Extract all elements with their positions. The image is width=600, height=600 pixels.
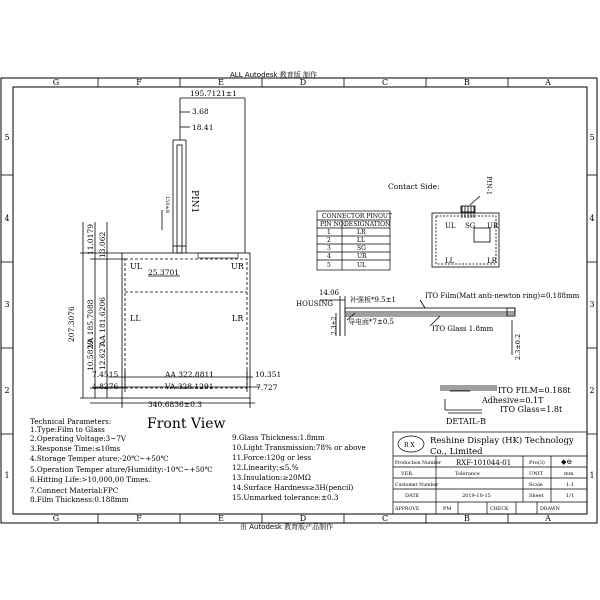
- zone-letter: A: [545, 514, 551, 523]
- param-item: 9.Glass Thickness:1.8mm: [232, 433, 325, 442]
- dim-outer-h: 207.3076: [67, 306, 76, 342]
- corner-lr: LR: [232, 314, 244, 323]
- title-block-text: [394, 435, 574, 512]
- pinout-pin: 4: [327, 253, 331, 260]
- zone-number: 2: [4, 386, 10, 395]
- dim-fpc-total: 195.7121±1: [190, 89, 237, 98]
- param-item: 3.Response Time:≤10ms: [30, 444, 121, 453]
- date-label: DATE: [405, 493, 420, 499]
- sheet-value: 1/1: [566, 493, 575, 499]
- zone-number: 1: [589, 471, 595, 480]
- param-item: 8.Film Thickness:0.188mm: [30, 495, 129, 504]
- dim-14: 14.06: [319, 289, 340, 297]
- dim-bot-12: 12.627: [98, 343, 107, 370]
- dim-aa-w: AA 322.8811: [165, 370, 215, 379]
- zone-number: 5: [589, 133, 595, 142]
- dim-height-left: 2.3±2: [331, 316, 338, 335]
- projection-symbol-icon: ◆⊖: [561, 458, 573, 466]
- customer-number-label: Customer Number: [395, 483, 439, 488]
- front-view-labels: [67, 89, 281, 432]
- dim-aa-h: AA 181.6206: [98, 296, 107, 346]
- front-view-geometry: [80, 98, 260, 408]
- company-name-line1: Reshine Display (HK) Technology: [430, 436, 574, 446]
- zone-letter: D: [299, 514, 307, 523]
- production-number-label: Production Number: [395, 461, 442, 466]
- sheet-label: Sheet: [529, 493, 544, 499]
- contact-corner-ul: UL: [445, 222, 456, 230]
- pinout-header-designation: DESIGNATION: [344, 221, 391, 228]
- company-name-line2: Co., Limited: [430, 447, 483, 457]
- corner-ll: LL: [130, 314, 141, 323]
- pinout-pin: 3: [327, 245, 331, 252]
- dim-va-h: VA 185.7088: [86, 299, 95, 348]
- param-item: 7.Connect Material:FPC: [30, 486, 119, 495]
- conductive-face-label: 导电面*7±0.5: [348, 318, 394, 326]
- dim-left-13: 13.062: [98, 231, 107, 258]
- zone-letters-bottom: [53, 514, 551, 523]
- unit-value: mm: [564, 471, 574, 477]
- zone-letter: F: [136, 514, 142, 523]
- zone-letter: E: [218, 514, 224, 523]
- zone-number: 5: [4, 133, 10, 142]
- production-number: RXF-101044-01: [456, 459, 512, 467]
- dim-fpc-width: 3.68: [192, 107, 209, 116]
- detail-ito-film: ITO FILM=0.188t: [498, 386, 571, 395]
- zone-letter: G: [52, 514, 60, 523]
- param-item: 5.Operation Temper ature/Humidity:-10℃~+50℃: [30, 465, 213, 474]
- pm-label: PM: [443, 507, 452, 512]
- pinout-designation: SG: [357, 245, 366, 252]
- pinout-header-pin: PIN NO.: [320, 221, 346, 228]
- pinout-designation: UL: [357, 262, 367, 269]
- approve-label: APPROVE: [395, 507, 420, 512]
- zone-letter: E: [218, 78, 224, 87]
- pinout-designation: LL: [357, 237, 365, 244]
- zone-number: 1: [4, 471, 10, 480]
- dim-bot-10: 10.5829: [86, 339, 95, 371]
- zone-letter: B: [464, 78, 470, 87]
- zone-letters-top: [53, 78, 551, 87]
- pinout-pin: 2: [327, 237, 331, 244]
- dim-w-4: 4.8276: [92, 382, 119, 391]
- pinout-designation: UR: [357, 253, 367, 260]
- pinout-designation: LR: [357, 229, 366, 236]
- zone-number: 4: [589, 214, 595, 223]
- zone-number: 4: [4, 214, 10, 223]
- bottom-watermark: 由 Autodesk 教育版产品制作: [240, 523, 334, 531]
- corner-ul: UL: [130, 262, 143, 271]
- scale-label: Scale: [529, 482, 543, 488]
- projection-label: Pro(3): [529, 460, 545, 466]
- contact-corner-ll: LL: [445, 257, 455, 265]
- pin1-label: PIN1: [189, 190, 199, 214]
- pinout-pin: 1: [327, 229, 331, 236]
- dim-outer-w: 340.6836±0.3: [148, 400, 202, 409]
- check-label: CHECK: [490, 507, 509, 512]
- ver-label: VER.: [401, 471, 414, 477]
- pinout-pin: 5: [327, 262, 331, 269]
- zone-letter: C: [381, 514, 389, 523]
- contact-corner-ur: UR: [487, 222, 499, 230]
- detail-b-title: DETAIL-B: [446, 417, 486, 426]
- dim-r-10: 10.351: [255, 370, 282, 379]
- contact-side-labels: [388, 176, 499, 265]
- company-logo: R X: [404, 442, 415, 449]
- pinout-title: CONNECTOR PINOUT: [322, 213, 392, 220]
- pinout-table-text: [320, 213, 392, 269]
- param-item: 11.Force:120g or less: [232, 453, 312, 462]
- dim-height-right: 2.3±0.2: [514, 333, 522, 360]
- unit-label: UNIT: [529, 471, 543, 477]
- zone-number: 3: [589, 300, 595, 309]
- corner-ur: UR: [231, 262, 244, 271]
- zone-letter: B: [464, 514, 470, 523]
- drawn-label: DRAWN: [540, 507, 560, 512]
- dim-r-7: 7.727: [256, 383, 278, 392]
- param-item: 2.Operating Voltage:3~7V: [30, 434, 126, 443]
- param-item: 13.Insulation:≥20MΩ: [232, 473, 311, 482]
- top-watermark: ALL Autodesk 教育版 制作: [230, 71, 317, 79]
- pin1-contact-label: PIN-1: [485, 176, 493, 195]
- zone-numbers-left: [4, 133, 9, 480]
- zone-letter: C: [381, 78, 389, 87]
- param-item: 4.Storage Temper ature:-20℃~+50℃: [30, 454, 169, 463]
- param-item: 6.Hitting Life:>10,000,00 Times.: [30, 475, 151, 484]
- param-item: 10.Light Transmission:78% or above: [232, 443, 366, 452]
- contact-corner-lr: LR: [487, 257, 497, 265]
- housing-label: HOUSING: [296, 300, 334, 308]
- date-value: 2019-10-15: [462, 493, 491, 499]
- tolerance-label: Tolerance: [455, 471, 480, 477]
- detail-adhesive: Adhesive=0.1T: [482, 396, 544, 405]
- zone-letter: D: [299, 78, 307, 87]
- dim-fpc-pos: 18.41: [192, 123, 214, 132]
- params-title: Technical Parameters:: [30, 417, 112, 426]
- dim-va-w: VA 328.1291: [165, 382, 214, 391]
- zone-number: 2: [589, 386, 595, 395]
- ito-glass-label: ITO Glass 1.8mm: [432, 325, 494, 333]
- dim-left-11: 11.0179: [86, 223, 95, 255]
- param-item: 14.Surface Hardness≥3H(pencil): [232, 483, 354, 492]
- param-item: 12.Linearity:≤5.%: [232, 463, 299, 472]
- zone-letter: A: [545, 78, 551, 87]
- zone-numbers-right: [589, 133, 594, 480]
- param-item: 1.Type:Film to Glass: [30, 425, 105, 434]
- front-view-title: Front View: [147, 416, 226, 432]
- scale-value: 1:1: [566, 482, 575, 488]
- ito-film-label: ITO Film(Matt anti-newton ring)=0.188mm: [425, 292, 580, 300]
- dim-inner-25: 25.3701: [148, 268, 180, 277]
- dim-w-7: 7.4515: [92, 370, 119, 379]
- contact-side-title: Contact Side:: [388, 182, 440, 191]
- zone-letter: F: [136, 78, 142, 87]
- zone-letter: G: [52, 78, 60, 87]
- fpc-side-dim: 150±8: [164, 196, 170, 213]
- detail-ito-glass: ITO Glass=1.8t: [500, 405, 563, 414]
- detail-b-labels: [446, 386, 571, 426]
- contact-corner-sg: SG: [465, 222, 476, 230]
- stiffener-label: 补强板*9.5±1: [350, 296, 396, 304]
- technical-parameters-right: [232, 433, 366, 502]
- zone-number: 3: [4, 300, 10, 309]
- param-item: 15.Unmarked tolerance:±0.3: [232, 493, 339, 502]
